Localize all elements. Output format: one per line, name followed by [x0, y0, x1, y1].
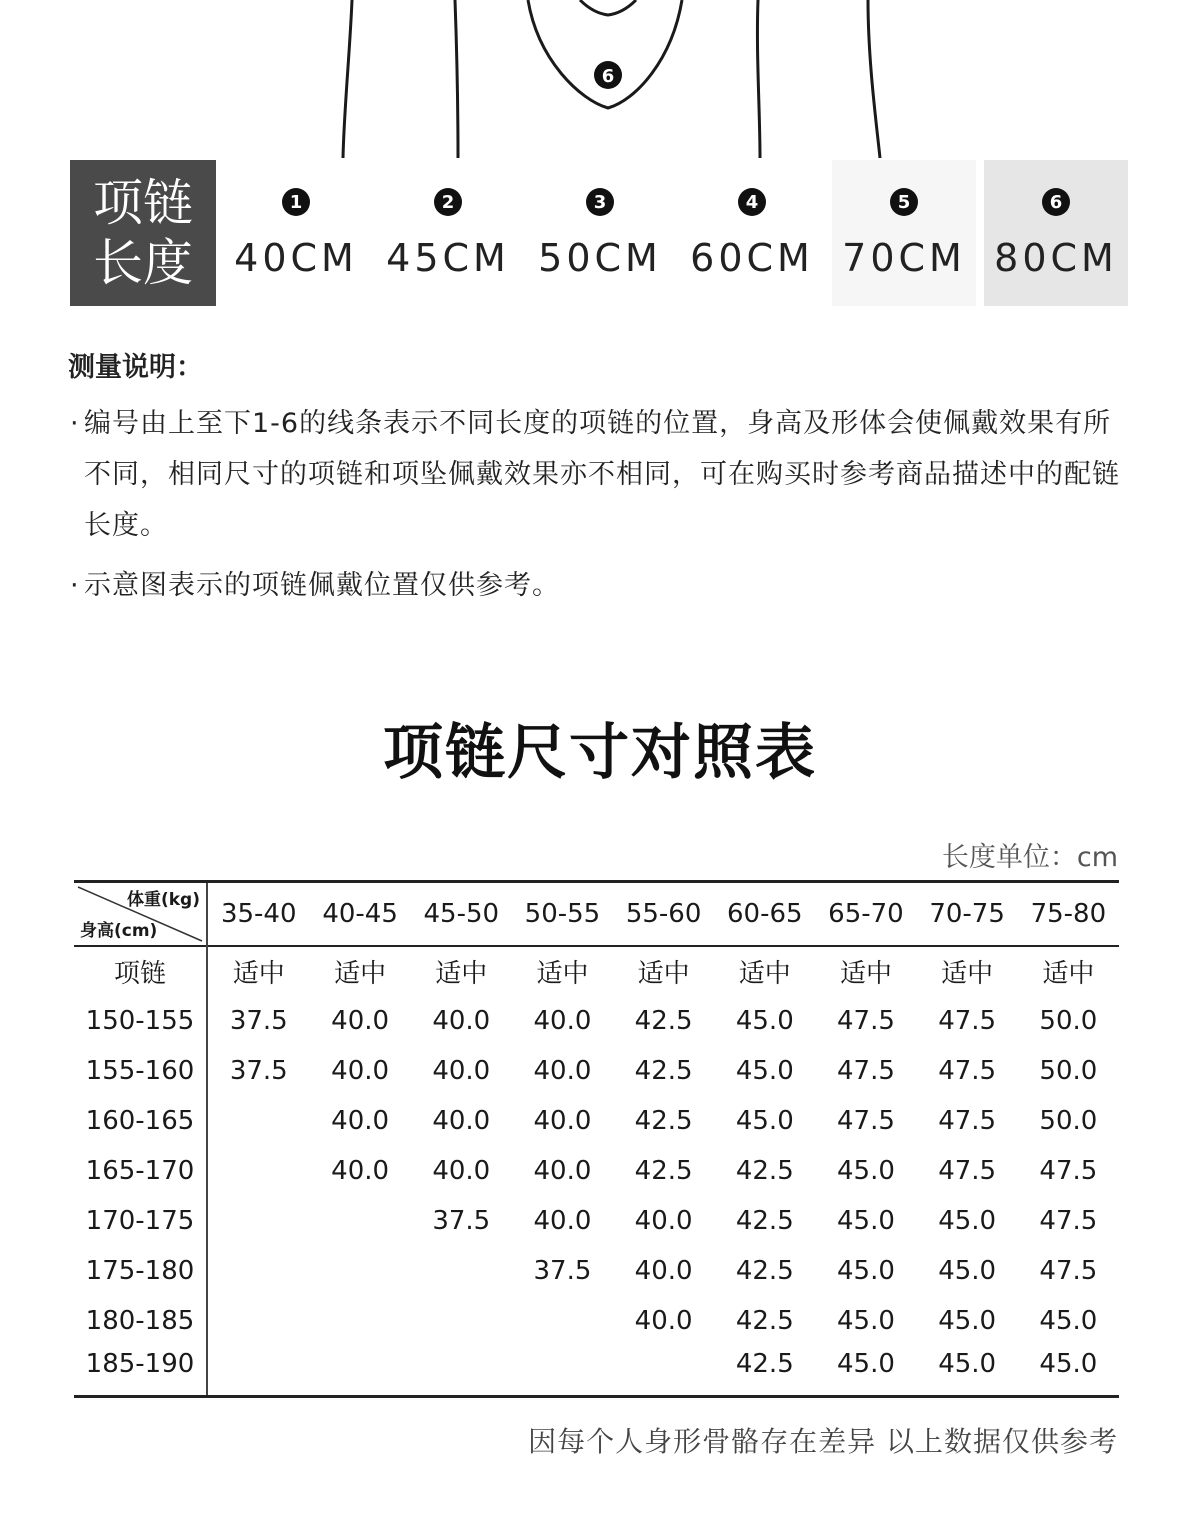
length-cell: 40.0 — [634, 1256, 693, 1286]
necklace-line-40 — [343, 0, 352, 158]
length-cell — [207, 1296, 310, 1346]
necklace-line-50 — [580, 0, 636, 15]
length-cell — [310, 1346, 411, 1396]
length-cell: 47.5 — [1039, 1156, 1098, 1186]
length-cell: 40.0 — [533, 1106, 592, 1136]
length-cell: 50.0 — [1039, 1106, 1098, 1136]
length-cell: 45.0 — [837, 1349, 895, 1380]
length-option-4 — [680, 160, 824, 306]
length-cell: 45.0 — [735, 1006, 794, 1036]
diagram-marker-6-label: 6 — [601, 66, 615, 87]
length-number-badge: 4 — [738, 188, 766, 216]
fit-row — [74, 946, 1119, 996]
length-cell — [207, 1146, 310, 1196]
table-row — [74, 1246, 1119, 1296]
length-cell: 47.5 — [837, 1106, 895, 1136]
fit-label: 项链 — [74, 946, 207, 996]
length-cell — [512, 1346, 613, 1396]
length-value: 40CM — [234, 236, 358, 280]
length-cell: 45.0 — [938, 1349, 997, 1380]
weight-range-header: 55-60 — [625, 899, 702, 929]
length-number-badge: 1 — [282, 188, 310, 216]
length-cell: 47.5 — [837, 1056, 895, 1086]
chart-title: 项链尺寸对照表 — [383, 718, 817, 788]
height-range-cell: 155-160 — [74, 1046, 207, 1096]
fit-cell: 适中 — [637, 959, 690, 989]
length-cell: 40.0 — [533, 1156, 592, 1186]
table-row — [74, 1096, 1119, 1146]
weight-range-header: 45-50 — [423, 899, 500, 929]
length-cell — [411, 1296, 512, 1346]
length-number-badge: 5 — [890, 188, 918, 216]
length-cell: 40.0 — [634, 1306, 693, 1336]
length-cell: 47.5 — [837, 1006, 895, 1036]
length-cell — [310, 1296, 411, 1346]
length-cell: 42.5 — [634, 1156, 693, 1186]
length-cell: 40.0 — [533, 1056, 592, 1086]
weight-range-header: 50-55 — [524, 899, 601, 929]
length-cell: 45.0 — [735, 1106, 794, 1136]
length-cell: 45.0 — [938, 1206, 997, 1236]
height-range-cell: 165-170 — [74, 1146, 207, 1196]
length-cell — [207, 1196, 310, 1246]
length-cell — [310, 1196, 411, 1246]
length-cell: 45.0 — [1039, 1349, 1098, 1380]
notes-text: 示意图表示的项链佩戴位置仅供参考。 — [84, 570, 560, 601]
height-range-cell: 180-185 — [74, 1296, 207, 1346]
length-cell — [411, 1246, 512, 1296]
length-cell: 47.5 — [938, 1006, 997, 1036]
length-cell: 42.5 — [735, 1206, 794, 1236]
notes-text: 编号由上至下1-6的线条表示不同长度的项链的位置，身高及形体会使佩戴效果有所不同，相同尺寸的项链和项坠佩戴效果亦不相同，可在购买时参考商品描述中的配链长度。 — [84, 408, 1120, 541]
weight-range-header: 35-40 — [220, 899, 297, 929]
length-cell: 47.5 — [938, 1106, 997, 1136]
length-cell: 37.5 — [533, 1256, 592, 1286]
length-cell: 45.0 — [938, 1256, 997, 1286]
length-cell: 47.5 — [1039, 1206, 1098, 1236]
height-range-cell: 150-155 — [74, 996, 207, 1046]
weight-axis-label: 体重(kg) — [126, 890, 200, 910]
length-cell — [512, 1296, 613, 1346]
neck-illustration — [0, 0, 1200, 165]
length-label-line1: 项链 — [93, 174, 193, 232]
necklace-line-70 — [868, 0, 880, 158]
length-cell: 37.5 — [229, 1056, 288, 1086]
weight-range-header: 65-70 — [828, 899, 904, 929]
length-value: 50CM — [538, 236, 662, 280]
length-cell: 42.5 — [735, 1306, 794, 1336]
length-cell: 45.0 — [1039, 1306, 1098, 1336]
length-cell: 40.0 — [331, 1106, 390, 1136]
length-cell: 45.0 — [837, 1156, 895, 1186]
unit-note: 长度单位：cm — [941, 842, 1118, 873]
length-cell: 40.0 — [432, 1006, 491, 1036]
corner-header — [74, 882, 207, 947]
table-row — [74, 1196, 1119, 1246]
fit-cell: 适中 — [536, 959, 589, 989]
length-cell: 45.0 — [938, 1306, 997, 1336]
length-cell: 40.0 — [432, 1156, 491, 1186]
height-range-cell: 160-165 — [74, 1096, 207, 1146]
necklace-line-60 — [757, 0, 760, 158]
table-row — [74, 1046, 1119, 1096]
length-cell: 42.5 — [735, 1156, 794, 1186]
length-cell: 45.0 — [837, 1306, 895, 1336]
length-option-6 — [984, 160, 1128, 306]
fit-cell: 适中 — [941, 959, 994, 989]
length-cell — [207, 1246, 310, 1296]
length-value: 70CM — [842, 236, 966, 280]
table-row — [74, 1146, 1119, 1196]
length-cell: 42.5 — [735, 1256, 794, 1286]
length-option-2 — [376, 160, 520, 306]
length-cell: 42.5 — [634, 1006, 693, 1036]
length-cell: 50.0 — [1039, 1056, 1098, 1086]
length-option-1 — [224, 160, 368, 306]
length-cell — [207, 1346, 310, 1396]
height-range-cell: 175-180 — [74, 1246, 207, 1296]
length-option-5 — [832, 160, 976, 306]
fit-cell: 适中 — [435, 959, 488, 989]
necklace-line-45 — [455, 0, 458, 158]
table-row — [74, 1346, 1119, 1396]
length-cell: 42.5 — [634, 1056, 693, 1086]
length-value: 80CM — [994, 236, 1118, 280]
length-cell: 40.0 — [533, 1006, 592, 1036]
length-cell: 47.5 — [1039, 1256, 1098, 1286]
length-option-3 — [528, 160, 672, 306]
length-cell: 40.0 — [331, 1006, 390, 1036]
fit-cell: 适中 — [839, 959, 892, 989]
length-cell: 45.0 — [837, 1206, 895, 1236]
length-cell: 40.0 — [331, 1056, 390, 1086]
length-cell — [411, 1346, 512, 1396]
length-value: 45CM — [386, 236, 510, 280]
bullet: · — [70, 570, 80, 601]
length-cell — [310, 1246, 411, 1296]
length-cell: 40.0 — [432, 1056, 491, 1086]
weight-range-header: 40-45 — [322, 899, 398, 929]
length-cell: 40.0 — [634, 1206, 693, 1236]
length-cell: 40.0 — [432, 1106, 491, 1136]
length-cell: 37.5 — [432, 1206, 491, 1236]
weight-range-header: 75-80 — [1030, 899, 1107, 929]
height-axis-label: 身高(cm) — [80, 921, 158, 941]
length-number-badge: 6 — [1042, 188, 1070, 216]
fit-cell: 适中 — [738, 959, 791, 989]
length-cell: 50.0 — [1039, 1006, 1098, 1036]
length-cell — [613, 1346, 714, 1396]
length-cell: 37.5 — [229, 1006, 288, 1036]
height-range-cell: 185-190 — [74, 1346, 207, 1396]
height-range-cell: 170-175 — [74, 1196, 207, 1246]
fit-cell: 适中 — [334, 959, 387, 989]
length-cell: 42.5 — [735, 1349, 794, 1380]
length-cell: 40.0 — [533, 1206, 592, 1236]
fit-cell: 适中 — [232, 959, 285, 989]
length-number-badge: 2 — [434, 188, 462, 216]
length-cell: 45.0 — [735, 1056, 794, 1086]
weight-range-header: 60-65 — [727, 899, 803, 929]
length-cell: 45.0 — [837, 1256, 895, 1286]
fit-cell: 适中 — [1042, 959, 1095, 989]
length-label-box — [70, 160, 216, 306]
length-cell: 47.5 — [938, 1156, 997, 1186]
header-row — [74, 882, 1119, 947]
length-cell: 42.5 — [634, 1106, 693, 1136]
length-cell: 40.0 — [331, 1156, 390, 1186]
bullet: · — [70, 408, 80, 439]
length-label-line2: 长度 — [93, 234, 193, 292]
length-cell — [207, 1096, 310, 1146]
table-row — [74, 1296, 1119, 1346]
notes-item-1 — [70, 398, 1135, 551]
notes-item-2 — [70, 560, 1135, 611]
length-cell: 47.5 — [938, 1056, 997, 1086]
length-number-badge: 3 — [586, 188, 614, 216]
length-value: 60CM — [690, 236, 814, 280]
notes-title: 测量说明： — [68, 352, 203, 383]
necklace-line-80 — [528, 0, 682, 108]
footnote: 因每个人身形骨骼存在差异 以上数据仅供参考 — [528, 1425, 1118, 1458]
table-row — [74, 996, 1119, 1046]
weight-range-header: 70-75 — [929, 899, 1005, 929]
size-table — [74, 880, 1119, 1398]
